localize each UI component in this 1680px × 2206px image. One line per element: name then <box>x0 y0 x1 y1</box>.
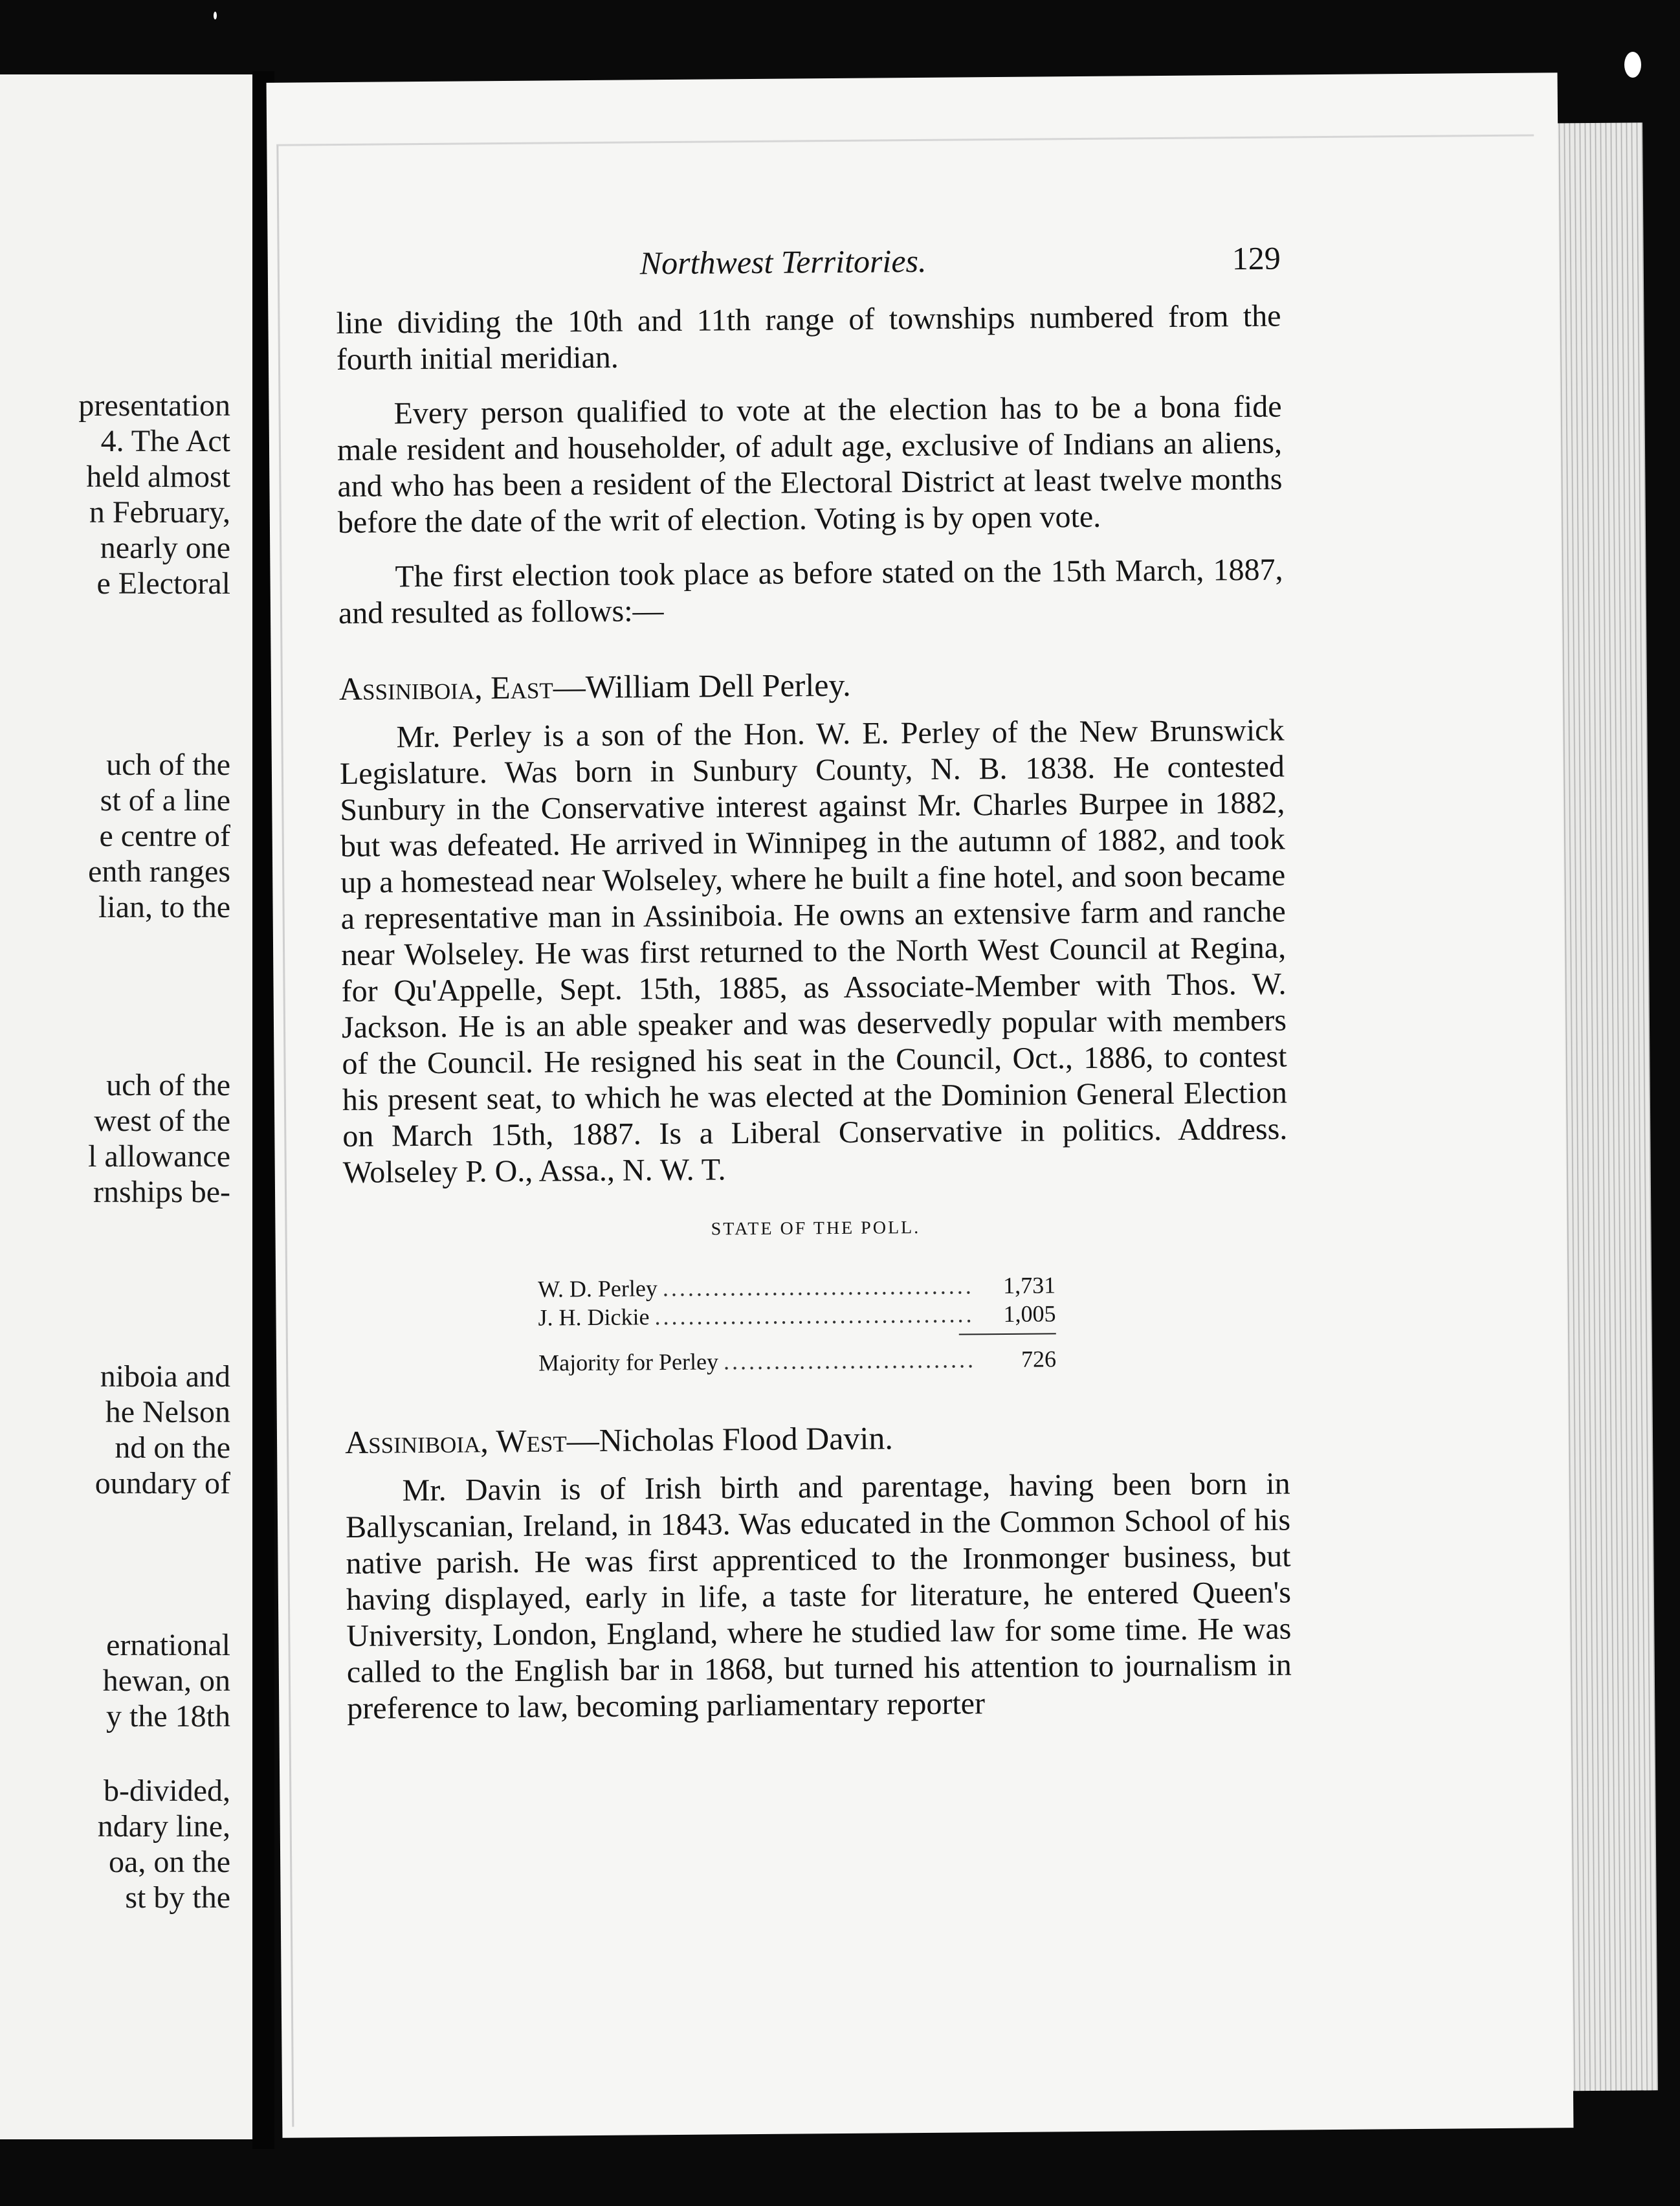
member-name: —William Dell Perley. <box>553 666 851 706</box>
running-title: Northwest Territories. <box>639 242 927 282</box>
leader-dots <box>663 1271 973 1302</box>
left-text-line: west of the <box>94 1104 230 1138</box>
running-header <box>336 240 1281 306</box>
leader-dots <box>724 1345 973 1376</box>
left-text-line: b-divided, <box>104 1774 230 1808</box>
candidate-name: W. D. Perley <box>538 1275 658 1302</box>
majority-value: 726 <box>1021 1346 1057 1372</box>
left-text-line: ernational <box>106 1628 230 1662</box>
left-text-line: l allowance <box>88 1139 230 1174</box>
paragraph-continuation: line dividing the 10th and 11th range of townships numbered from the fourth initial meridian. <box>336 298 1281 377</box>
district-name: Assiniboia, East <box>338 669 553 707</box>
biography-perley: Mr. Perley is a son of the Hon. W. E. Perley of the New Brunswick Legislature. Was born in Sunbury County, N. B. 1838. He contested Sunbury in the Conservative interest against Mr. Charles Burpee in 1882, but was defeated. He arrived in Winnipeg in the autumn of 1882, and took up a homestead near Wolseley, where he built a fine hotel, and soon became a representative man in Assiniboia. He owns an extensive farm and ranche near Wolseley. He was first returned to the North West Council at Regina, for Qu'Appelle, Sept. 15th, 1885, as Associate-Member with Thos. W. Jackson. He is an able speaker and was deservedly popular with members of the Council. He resigned his seat in the Council, Oct., 1886, to contest his present seat, to which he was elected at the Dominion General Election on March 15th, 1887. Is a Liberal Conservative in politics. Address. Wolseley P. O., Assa., N. W. T. <box>339 713 1288 1190</box>
left-text-line: lian, to the <box>98 890 230 924</box>
left-text-line: uch of the <box>106 748 230 782</box>
left-text-line: presentation <box>78 388 230 423</box>
section-heading-assiniboia-east <box>339 663 1284 707</box>
majority-label: Majority for Perley <box>538 1348 719 1376</box>
page-content <box>336 240 1292 1727</box>
left-text-line: ndary line, <box>97 1809 230 1844</box>
left-text-line: e Electoral <box>96 566 230 601</box>
poll-table <box>538 1271 1056 1377</box>
left-text-line: st of a line <box>100 783 230 818</box>
left-text-line: held almost <box>86 460 230 494</box>
left-text-line: enth ranges <box>88 854 230 889</box>
left-text-line: uch of the <box>106 1068 230 1102</box>
vote-count: 1,005 <box>1003 1300 1056 1327</box>
left-text-line: oa, on the <box>109 1845 230 1879</box>
vote-count: 1,731 <box>1003 1272 1056 1298</box>
poll-row <box>538 1271 1056 1303</box>
left-facing-page <box>0 74 252 2139</box>
leader-dots <box>654 1300 973 1331</box>
poll-row <box>538 1299 1056 1331</box>
left-text-line: n February, <box>89 495 230 529</box>
member-name: —Nicholas Flood Davin. <box>566 1420 894 1459</box>
paragraph-voters: Every person qualified to vote at the election has to be a bona fide male resident and householder, of adult age, exclusive of Indians an aliens, and who has been a resident of the Electoral District at least twelve months before the date of the writ of election. Voting is by open vote. <box>337 389 1283 540</box>
scan-speck <box>214 12 217 19</box>
section-heading-assiniboia-west <box>345 1417 1290 1460</box>
left-text-line: e centre of <box>99 819 230 853</box>
left-text-line: oundary of <box>94 1466 230 1500</box>
left-text-line: nearly one <box>100 531 230 565</box>
left-text-line: y the 18th <box>106 1699 230 1733</box>
sum-rule <box>959 1333 1056 1335</box>
left-text-line: he Nelson <box>105 1395 230 1429</box>
poll-majority-row <box>538 1344 1056 1377</box>
left-text-line: hewan, on <box>102 1664 230 1698</box>
candidate-name: J. H. Dickie <box>538 1304 650 1331</box>
page-number: 129 <box>1232 240 1281 277</box>
biography-davin: Mr. Davin is of Irish birth and parentage, having been born in Ballyscanian, Ireland, in 1843. Was educated in the Common School of his native parish. He was first apprenticed to the Ironmonger business, but having displayed, early in life, a taste for literature, he entered Queen's University, London, England, where he studied law for some time. He was called to the English bar in 1868, but turned his attention to journalism in preference to law, becoming parliamentary reporter <box>345 1466 1292 1726</box>
paragraph-first-election: The first election took place as before stated on the 15th March, 1887, and resulted as follows:— <box>338 552 1283 631</box>
scan-speck <box>1624 52 1641 78</box>
left-text-line: rnships be- <box>93 1175 230 1209</box>
district-name: Assiniboia, West <box>344 1422 567 1460</box>
left-text-line: nd on the <box>115 1431 230 1465</box>
poll-title: STATE OF THE POLL. <box>711 1218 921 1240</box>
left-text-line: niboia and <box>100 1359 230 1394</box>
right-page <box>267 72 1574 2138</box>
left-text-line: st by the <box>125 1880 230 1915</box>
left-text-line: 4. The Act <box>100 424 230 458</box>
